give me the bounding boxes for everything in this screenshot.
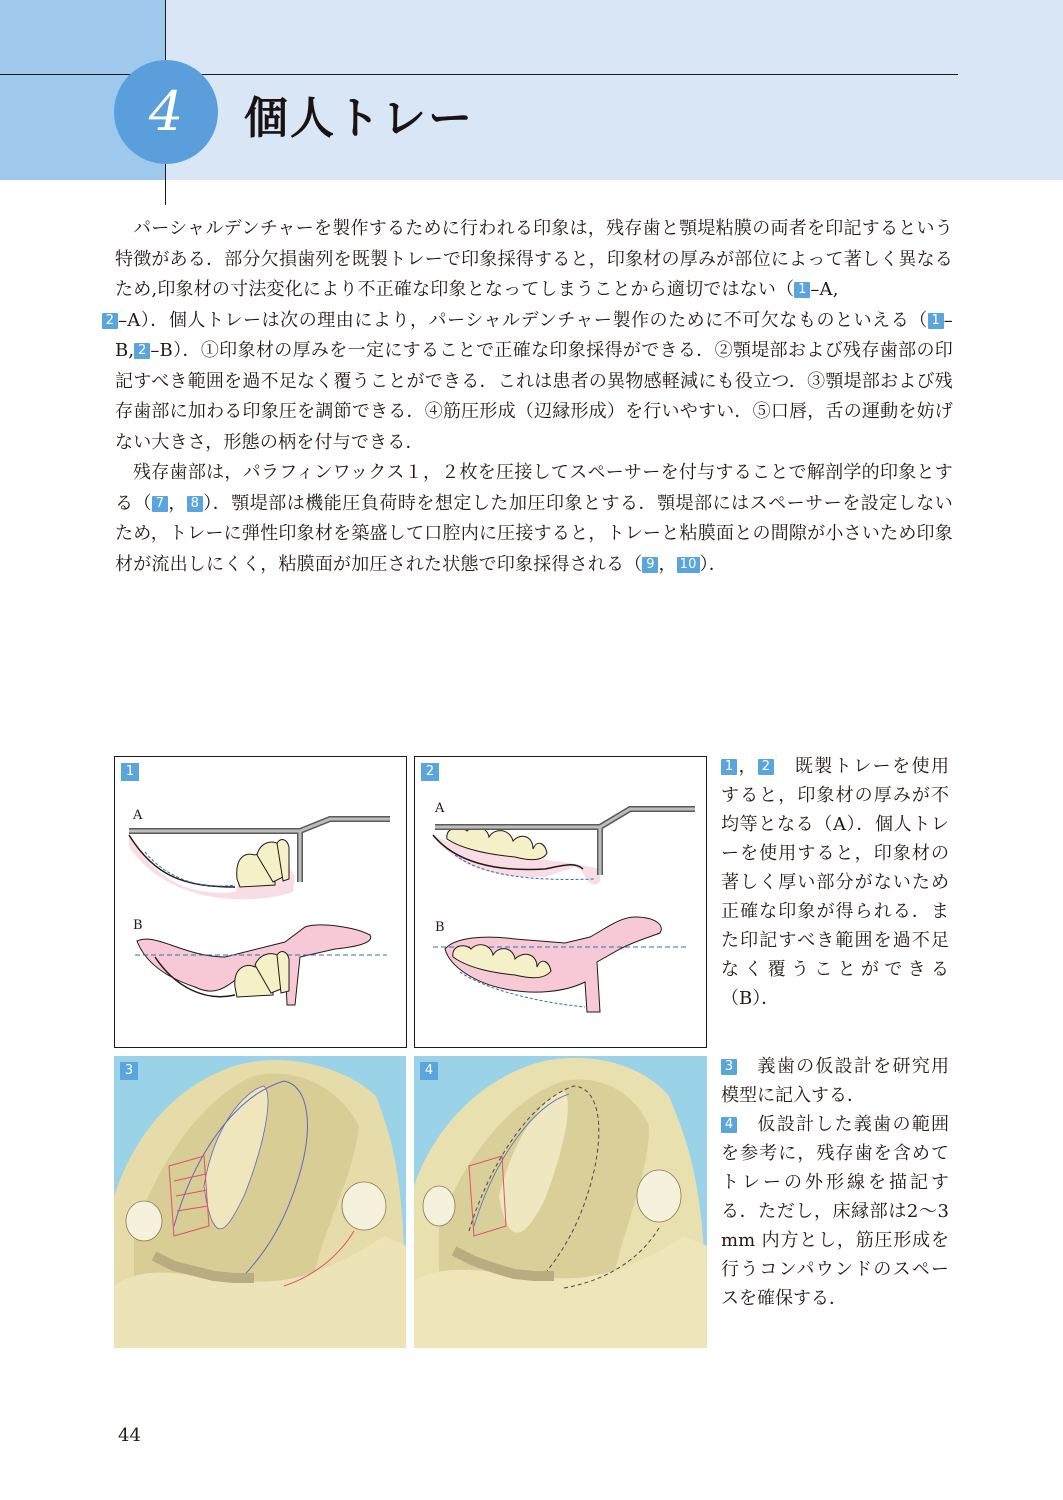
caption-text: 義歯の仮設計を研究用模型に記入する．: [721, 1056, 949, 1106]
caption-ref[interactable]: 4: [721, 1117, 737, 1133]
paragraph-1: [105, 214, 953, 458]
caption-figure-3: [721, 1052, 949, 1110]
figure-4-number: 4: [420, 1062, 438, 1080]
paragraph-text: ，: [658, 553, 677, 575]
figure-1-label-b: B: [133, 918, 143, 933]
caption-separator: ，: [737, 756, 758, 777]
figure-3-photo: [114, 1056, 406, 1348]
caption-text: 仮設計した義歯の範囲を参考に，残存歯を含めてトレーの外形線を描記する．ただし，床縁部は2〜3 mm 内方とし，筋圧形成を行うコンパウンドのスペースを確保する．: [721, 1114, 949, 1309]
figure-2-diagram: [414, 756, 707, 1048]
caption-ref[interactable]: 2: [758, 759, 774, 775]
paragraph-text: –B）．①印象材の厚みを一定にすることで正確な印象採得ができる．②顎堤部および残存歯部の印記すべき範囲を過不足なく覆うことができる．これは患者の異物感軽減にも役立つ．③顎堤部および残存歯部に加わる印象圧を調節できる．④筋圧形成（辺縁形成）を行いやすい．⑤口唇，舌の運動を妨げない大きさ，形態の柄を付与できる．: [115, 340, 953, 453]
figure-2-number: 2: [421, 763, 439, 781]
figure-1-label-a: A: [133, 808, 143, 823]
figure-ref[interactable]: 10: [677, 557, 700, 573]
body-text: [105, 214, 953, 580]
figure-2-label-a: A: [435, 801, 445, 816]
paragraph-text: –A,: [810, 279, 839, 300]
figure-1-diagram: [114, 756, 407, 1048]
paragraph-text: パーシャルデンチャーを製作するために行われる印象は，残存歯と顎堤粘膜の両者を印記するという特徴がある．部分欠損歯列を既製トレーで印象採得すると，印象材の厚みが部位によって著しく異なるため,印象材の寸法変化により不正確な印象となってしまうことから適切ではない（: [115, 218, 953, 300]
chapter-number-badge: 4: [114, 60, 218, 164]
figure-ref[interactable]: 1: [794, 282, 810, 298]
figure-ref[interactable]: 1: [928, 313, 944, 329]
figure-ref[interactable]: 8: [187, 496, 203, 512]
paragraph-2: [115, 458, 953, 580]
paragraph-text: ）．: [699, 553, 727, 575]
caption-figure-4: [721, 1110, 949, 1313]
figure-4-cast-image: [414, 1056, 707, 1348]
paragraph-text: ，: [168, 492, 187, 514]
paragraph-text: –A）．個人トレーは次の理由により，パーシャルデンチャー製作のために不可欠なものといえる（: [118, 309, 928, 331]
page-number: 44: [118, 1425, 141, 1446]
chapter-title: 個人トレー: [244, 93, 474, 144]
figure-1-illustration: [115, 757, 406, 1047]
figure-ref[interactable]: 2: [134, 343, 150, 359]
figure-3-cast-image: [114, 1056, 406, 1348]
figure-2-label-b: B: [435, 920, 445, 935]
paragraph-text: ）．顎堤部は機能圧負荷時を想定した加圧印象とする．顎堤部にはスペーサーを設定しないため，トレーに弾性印象材を築盛して口腔内に圧接すると，トレーと粘膜面との間隙が小さいため印象材が流出しにくく，粘膜面が加圧された状態で印象採得される（: [115, 492, 953, 575]
figure-ref[interactable]: 9: [642, 557, 658, 573]
paragraph-text: –B,: [115, 309, 953, 361]
figure-1-number: 1: [121, 763, 139, 781]
figure-2-illustration: [415, 757, 706, 1047]
figure-ref[interactable]: 2: [102, 313, 118, 329]
figure-3-number: 3: [120, 1062, 138, 1080]
figure-4-photo: [414, 1056, 707, 1348]
caption-text: 既製トレーを使用すると，印象材の厚みが不均等となる（A）．個人トレーを使用すると，印象材の著しく厚い部分がないため正確な印象が得られる．また印記すべき範囲を過不足なく覆うことができる（B）．: [721, 756, 950, 1009]
caption-ref[interactable]: 3: [721, 1059, 737, 1075]
caption-ref[interactable]: 1: [721, 759, 737, 775]
figure-ref[interactable]: 7: [152, 496, 168, 512]
paragraph-text: 残存歯部は，パラフィンワックス１，２枚を圧接してスペーサーを付与することで解剖学的印象とする（: [115, 462, 953, 514]
caption-figures-1-2: [721, 752, 949, 1013]
